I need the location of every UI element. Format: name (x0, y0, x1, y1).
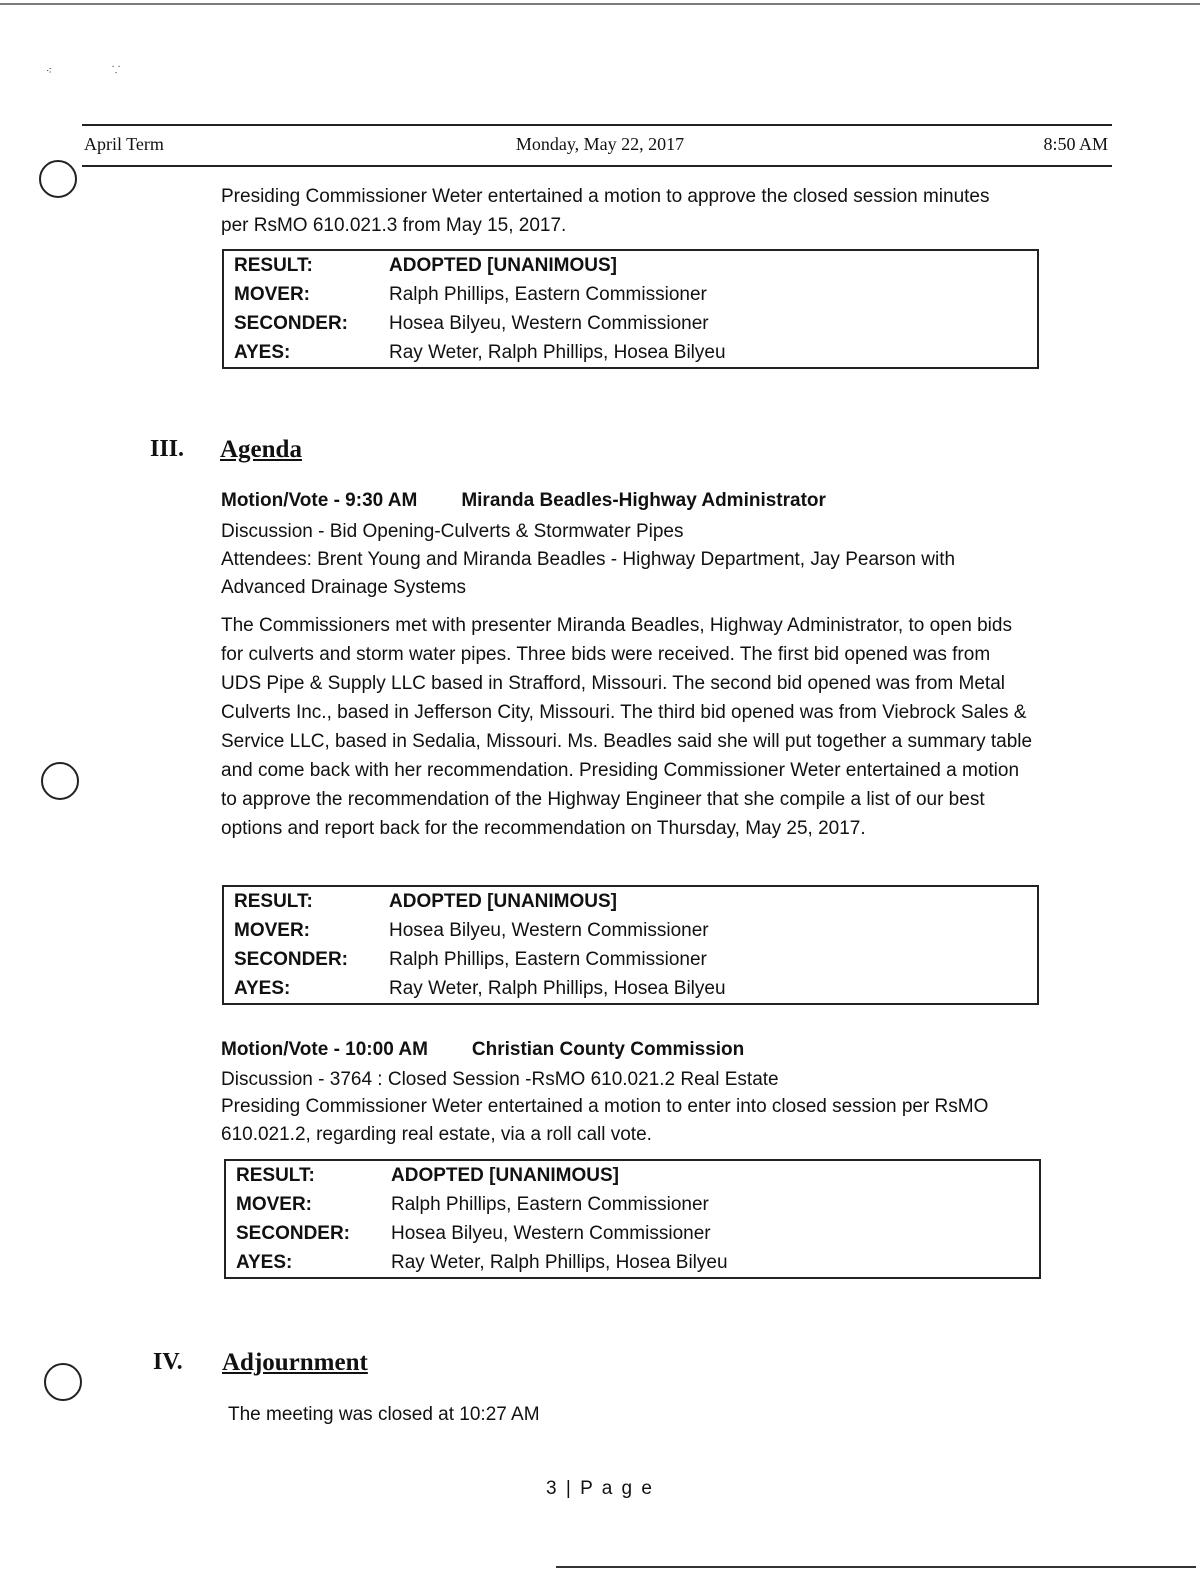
vote-table (222, 249, 1039, 369)
page-number: 3 | P a g e (546, 1478, 654, 1499)
vote-label: MOVER: (234, 920, 310, 941)
vote-row-result (226, 1161, 1039, 1190)
vote-table (224, 1159, 1041, 1279)
vote-row-mover (224, 916, 1037, 945)
punch-hole-icon (41, 762, 79, 800)
vote-seconder: Ralph Phillips, Eastern Commissioner (389, 949, 707, 970)
vote-label: MOVER: (236, 1194, 312, 1215)
vote-mover: Hosea Bilyeu, Western Commissioner (389, 920, 709, 941)
header-term: April Term (84, 134, 164, 154)
discussion-line: Discussion - 3764 : Closed Session -RsMO 610.021.2 Real Estate (221, 1069, 779, 1090)
vote-ayes: Ray Weter, Ralph Phillips, Hosea Bilyeu (389, 342, 726, 363)
vote-row-mover (224, 280, 1037, 309)
motion-presenter: Miranda Beadles-Highway Administrator (461, 490, 826, 511)
section-number: III. (150, 436, 185, 462)
header-rule (82, 124, 1112, 126)
vote-label: RESULT: (234, 255, 313, 276)
vote-row-ayes (224, 338, 1037, 367)
motion-presenter: Christian County Commission (471, 1039, 745, 1060)
scan-edge-line (0, 3, 1200, 5)
punch-hole-icon (39, 160, 77, 198)
vote-label: SECONDER: (234, 313, 349, 334)
vote-result: ADOPTED [UNANIMOUS] (391, 1165, 619, 1186)
vote-result: ADOPTED [UNANIMOUS] (389, 255, 617, 276)
closed-session-paragraph: Presiding Commissioner Weter entertained a motion to enter into closed session per RsMO 610.021.2, regarding real estate, via a roll call vote. (221, 1096, 989, 1145)
motion-heading (221, 1039, 744, 1061)
section-number: IV. (153, 1349, 183, 1375)
vote-seconder: Hosea Bilyeu, Western Commissioner (389, 313, 709, 334)
vote-label: SECONDER: (234, 949, 349, 970)
vote-row-result (224, 887, 1037, 916)
bid-opening-paragraph: The Commissioners met with presenter Miranda Beadles, Highway Administrator, to open bids for culverts and storm water pipes. Three bids were received. The first bid opened was from UDS Pipe & Supply LLC based in Strafford, Missouri. The second bid opened was from Metal Culverts Inc., based in Jefferson City, Missouri. The third bid opened was from Viebrock Sales & Service LLC, based in Sedalia, Missouri. Ms. Beadles said she will put together a summary table and come back with her recommendation. Presiding Commissioner Weter entertained a motion to approve the recommendation of the Highway Engineer that she compile a list of our best options and report back for the recommendation on Thursday, May 25, 2017. (221, 615, 1033, 839)
motion-label: Motion/Vote - 10:00 AM (221, 1039, 428, 1060)
vote-label: AYES: (234, 342, 291, 363)
motion-label: Motion/Vote - 9:30 AM (221, 490, 418, 511)
adjournment-text: The meeting was closed at 10:27 AM (228, 1404, 540, 1425)
vote-ayes: Ray Weter, Ralph Phillips, Hosea Bilyeu (389, 978, 726, 999)
motion-heading (221, 490, 826, 512)
vote-row-ayes (226, 1248, 1039, 1277)
vote-row-seconder (226, 1219, 1039, 1248)
vote-label: AYES: (236, 1252, 293, 1273)
vote-row-seconder (224, 309, 1037, 338)
vote-label: SECONDER: (236, 1223, 351, 1244)
vote-mover: Ralph Phillips, Eastern Commissioner (391, 1194, 709, 1215)
vote-row-ayes (224, 974, 1037, 1003)
vote-mover: Ralph Phillips, Eastern Commissioner (389, 284, 707, 305)
header-rule (82, 165, 1112, 167)
attendees-line: Attendees: Brent Young and Miranda Beadles - Highway Department, Jay Pearson with Advanced Drainage Systems (221, 549, 956, 598)
vote-result: ADOPTED [UNANIMOUS] (389, 891, 617, 912)
vote-seconder: Hosea Bilyeu, Western Commissioner (391, 1223, 711, 1244)
vote-row-seconder (224, 945, 1037, 974)
vote-row-mover (226, 1190, 1039, 1219)
vote-ayes: Ray Weter, Ralph Phillips, Hosea Bilyeu (391, 1252, 728, 1273)
vote-table (222, 885, 1039, 1005)
header-time: 8:50 AM (1043, 134, 1108, 154)
scan-speck: ⁖ (46, 66, 52, 77)
section-title: Adjournment (222, 1349, 368, 1376)
vote-label: MOVER: (234, 284, 310, 305)
footer-rule (556, 1566, 1196, 1568)
vote-label: RESULT: (236, 1165, 315, 1186)
punch-hole-icon (44, 1363, 82, 1401)
vote-label: RESULT: (234, 891, 313, 912)
discussion-line: Discussion - Bid Opening-Culverts & Stormwater Pipes (221, 521, 684, 542)
intro-paragraph: Presiding Commissioner Weter entertained a motion to approve the closed session minutes per RsMO 610.021.3 from May 15, 2017. (221, 186, 990, 236)
section-title: Agenda (220, 436, 302, 463)
scan-speck: ⸪ (112, 65, 121, 76)
vote-row-result (224, 251, 1037, 280)
header-date: Monday, May 22, 2017 (515, 134, 685, 154)
vote-label: AYES: (234, 978, 291, 999)
